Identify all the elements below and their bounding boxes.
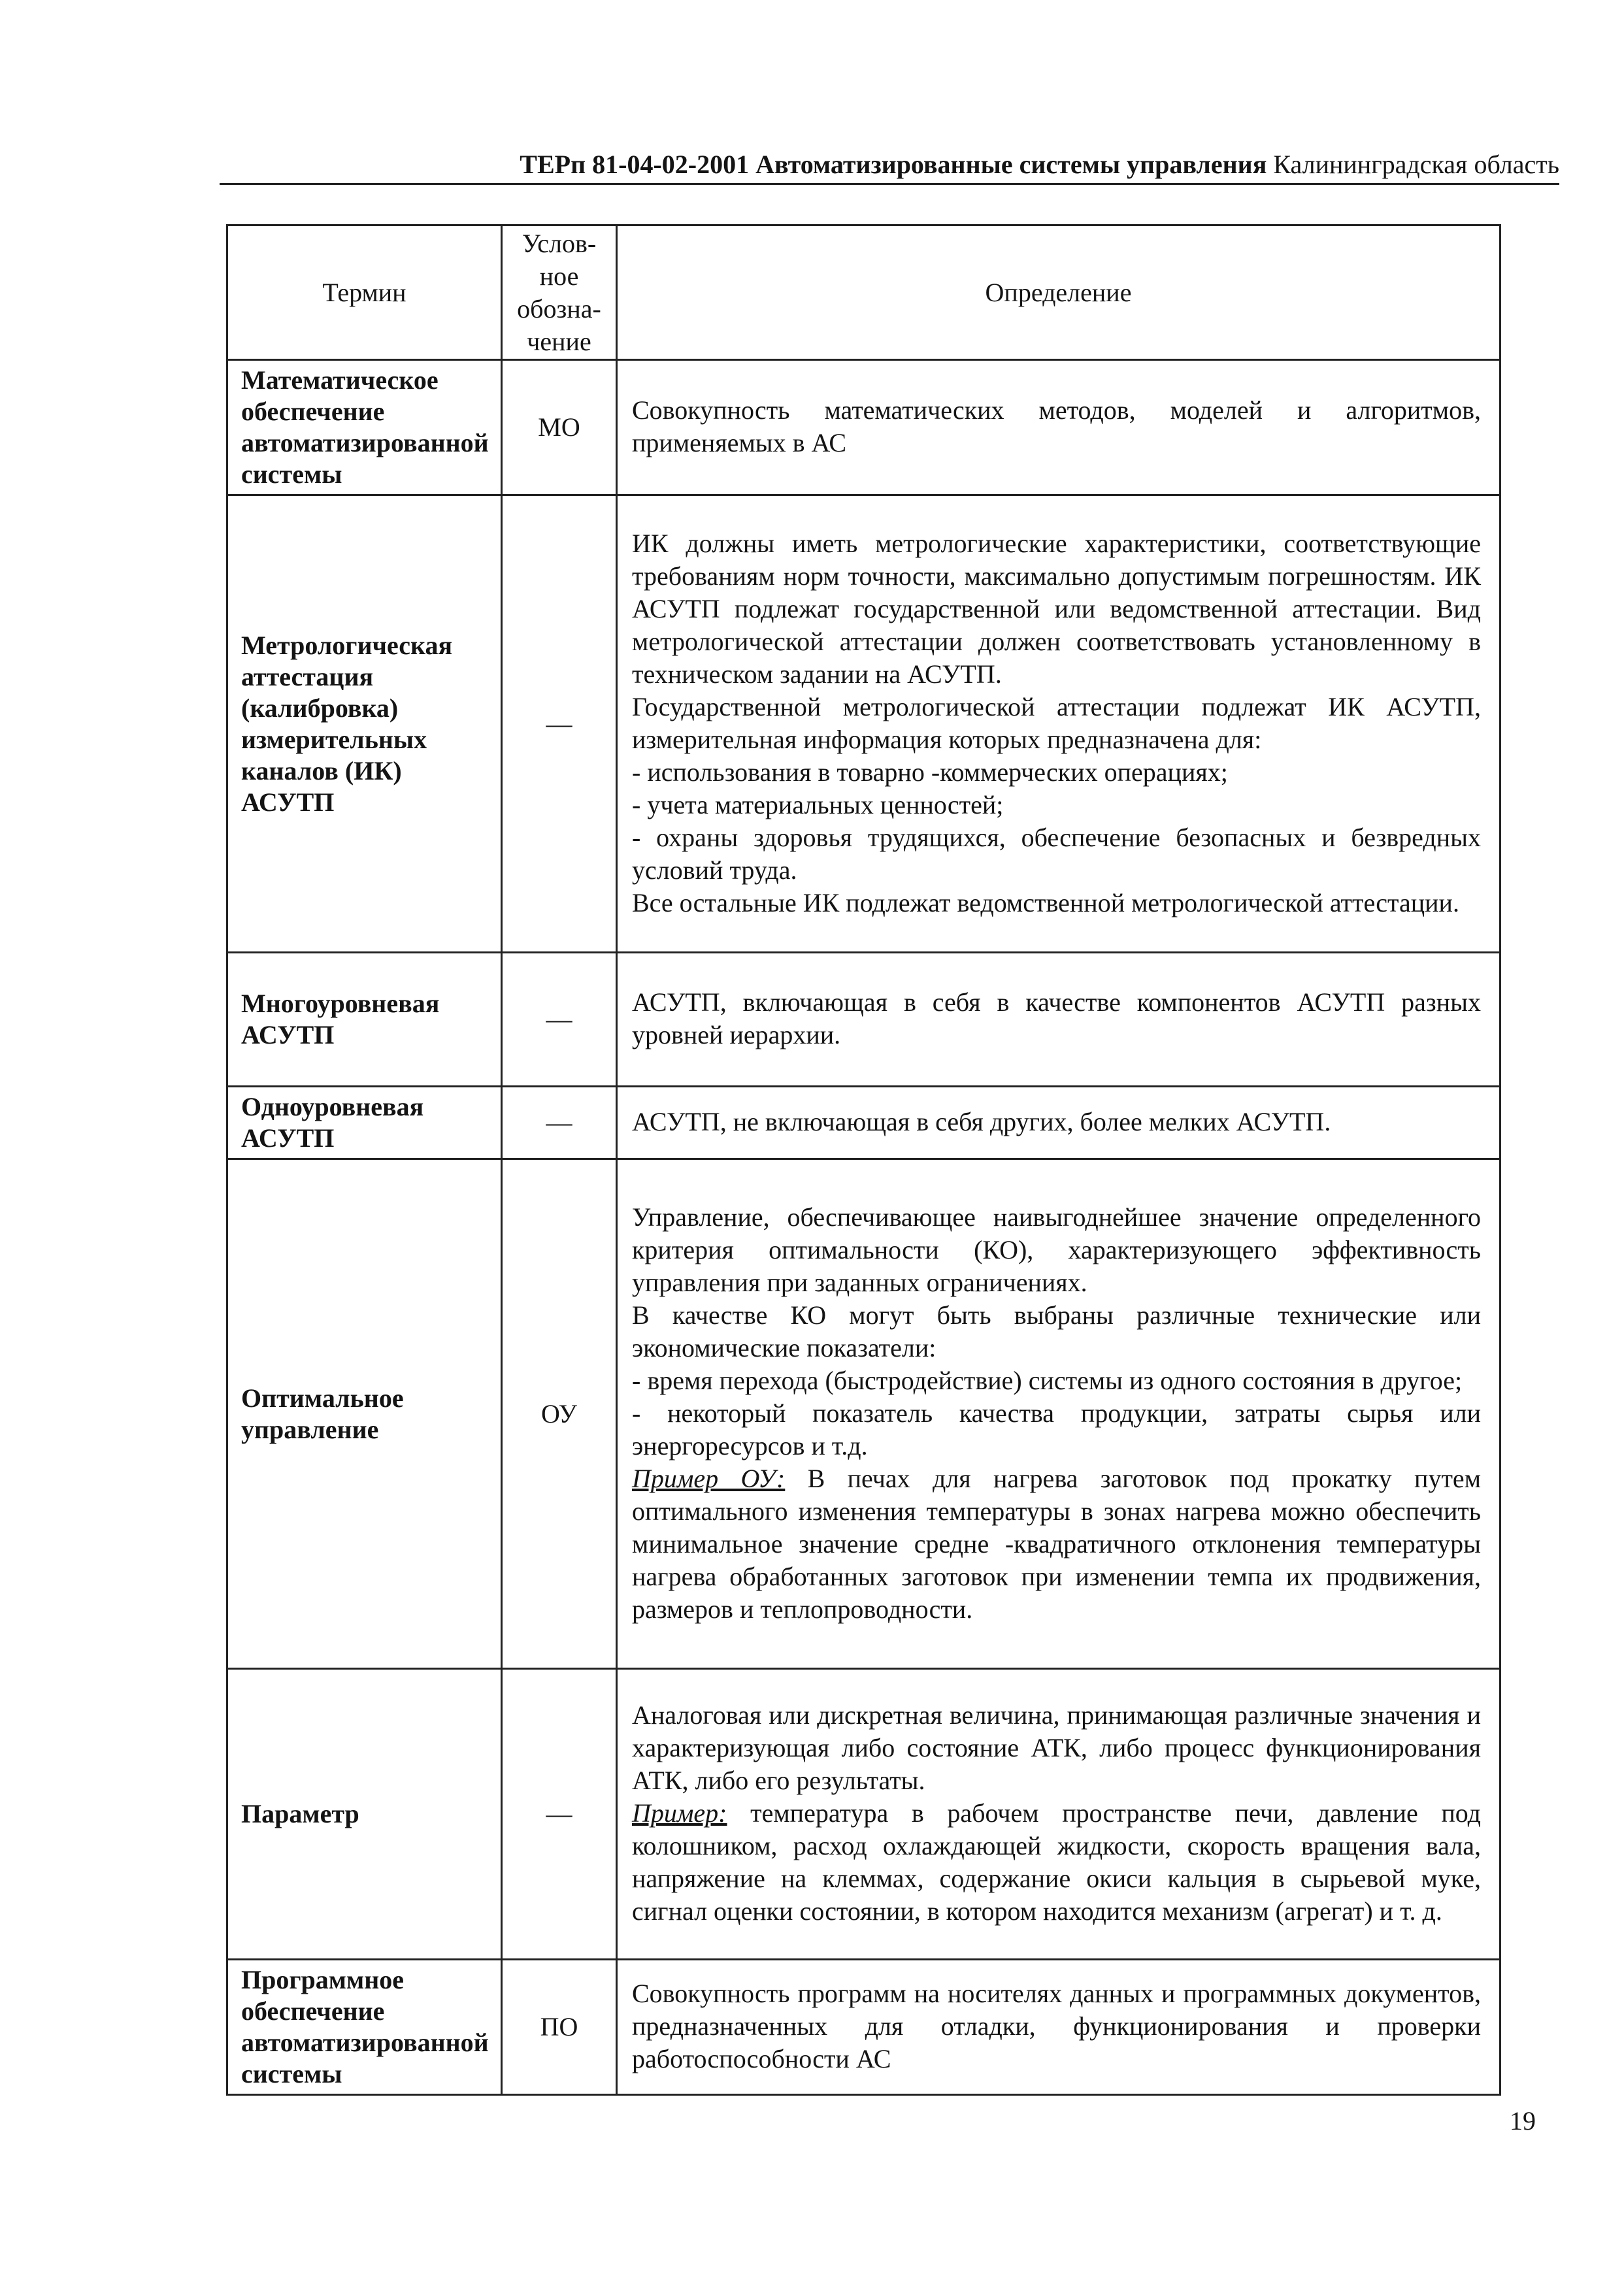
- term-cell: Математическое обеспечение автоматизированной системы: [227, 360, 502, 495]
- example-label: Пример ОУ:: [632, 1463, 786, 1493]
- example-label: Пример:: [632, 1798, 727, 1828]
- definition-paragraph: Совокупность математических методов, моделей и алгоритмов, применяемых в АС: [632, 395, 1481, 457]
- definition-cell: [617, 1960, 1500, 2095]
- table-header-row: [227, 225, 1500, 360]
- abbr-cell: ОУ: [502, 1159, 617, 1669]
- definition-paragraph: ИК должны иметь метрологические характеристики, соответствующие требованиям норм точности, максимально допустимым погрешностям. ИК АСУТП подлежат государственной или ведомственной аттестации. Вид метрологической аттестации должен соответствовать установленному в техническом задании на АСУТП.: [632, 528, 1481, 689]
- definition-list-item: - использования в товарно -коммерческих операциях;: [632, 757, 1228, 787]
- terms-table: [226, 224, 1501, 2096]
- table-row: [227, 360, 1500, 495]
- definition-cell: [617, 1669, 1500, 1960]
- abbr-cell: ПО: [502, 1960, 617, 2095]
- column-header-definition: Определение: [617, 225, 1500, 360]
- definition-paragraph: АСУТП, включающая в себя в качестве компонентов АСУТП разных уровней иерархии.: [632, 987, 1481, 1049]
- running-header: [220, 149, 1559, 180]
- table-row: [227, 1960, 1500, 2095]
- definition-cell: [617, 1087, 1500, 1159]
- definition-list-item: - учета материальных ценностей;: [632, 789, 1004, 819]
- definition-cell: [617, 360, 1500, 495]
- header-title: ТЕРп 81-04-02-2001 Автоматизированные системы управления: [520, 150, 1267, 179]
- definition-paragraph: АСУТП, не включающая в себя других, более мелких АСУТП.: [632, 1107, 1331, 1136]
- table-row: [227, 495, 1500, 953]
- definition-list-item: - некоторый показатель качества продукции, затраты сырья или энергоресурсов и т.д.: [632, 1398, 1481, 1460]
- term-cell: Параметр: [227, 1669, 502, 1960]
- header-rule: [220, 183, 1559, 185]
- term-cell: Оптимальное управление: [227, 1159, 502, 1669]
- column-header-abbr: Услов-ное обозна-чение: [502, 225, 617, 360]
- header-region: Калининградская область: [1273, 150, 1559, 179]
- definition-paragraph: Все остальные ИК подлежат ведомственной метрологической аттестации.: [632, 887, 1459, 917]
- definition-list-item: - время перехода (быстродействие) системы из одного состояния в другое;: [632, 1365, 1463, 1395]
- table-row: [227, 1669, 1500, 1960]
- table-row: [227, 953, 1500, 1087]
- term-cell: Одноуровневая АСУТП: [227, 1087, 502, 1159]
- definition-paragraph: В качестве КО могут быть выбраны различные технические или экономические показатели:: [632, 1300, 1481, 1362]
- definition-example: [632, 1797, 1481, 1928]
- definition-cell: [617, 1159, 1500, 1669]
- example-text: В печах для нагрева заготовок под прокатку путем оптимального изменения температуры в зонах нагрева можно обеспечить минимальное значение средне -квадратичного отклонения температуры нагрева обработанных заготовок при изменении темпа их продвижения, размеров и теплопроводности.: [632, 1463, 1482, 1624]
- abbr-cell: —: [502, 953, 617, 1087]
- term-cell: Метрологическая аттестация (калибровка) измерительных каналов (ИК) АСУТП: [227, 495, 502, 953]
- example-text: температура в рабочем пространстве печи, давление под колошником, расход охлаждающей жидкости, скорость вращения вала, напряжение на клеммах, содержание окиси кальция в сырьевой муке, сигнал оценки состоянии, в котором находится механизм (агрегат) и т. д.: [632, 1798, 1481, 1926]
- term-cell: Программное обеспечение автоматизированной системы: [227, 1960, 502, 2095]
- definition-cell: [617, 953, 1500, 1087]
- column-header-term: Термин: [227, 225, 502, 360]
- abbr-cell: МО: [502, 360, 617, 495]
- abbr-cell: —: [502, 1087, 617, 1159]
- abbr-cell: —: [502, 1669, 617, 1960]
- definition-paragraph: Управление, обеспечивающее наивыгоднейшее значение определенного критерия оптимальности (КО), характеризующего эффективность управления при заданных ограничениях.: [632, 1202, 1481, 1297]
- table-row: [227, 1159, 1500, 1669]
- abbr-cell: —: [502, 495, 617, 953]
- definition-paragraph: Аналоговая или дискретная величина, принимающая различные значения и характеризующая либо состояние АТК, либо процесс функционирования АТК, либо его результаты.: [632, 1700, 1481, 1795]
- page-number: 19: [1510, 2106, 1536, 2136]
- definition-list-item: - охраны здоровья трудящихся, обеспечение безопасных и безвредных условий труда.: [632, 822, 1481, 885]
- definition-example: [632, 1462, 1481, 1626]
- term-cell: Многоуровневая АСУТП: [227, 953, 502, 1087]
- table-row: [227, 1087, 1500, 1159]
- definition-paragraph: Совокупность программ на носителях данных и программных документов, предназначенных для отладки, функционирования и проверки работоспособности АС: [632, 1979, 1481, 2073]
- definition-paragraph: Государственной метрологической аттестации подлежат ИК АСУТП, измерительная информация которых предназначена для:: [632, 691, 1481, 754]
- definition-cell: [617, 495, 1500, 953]
